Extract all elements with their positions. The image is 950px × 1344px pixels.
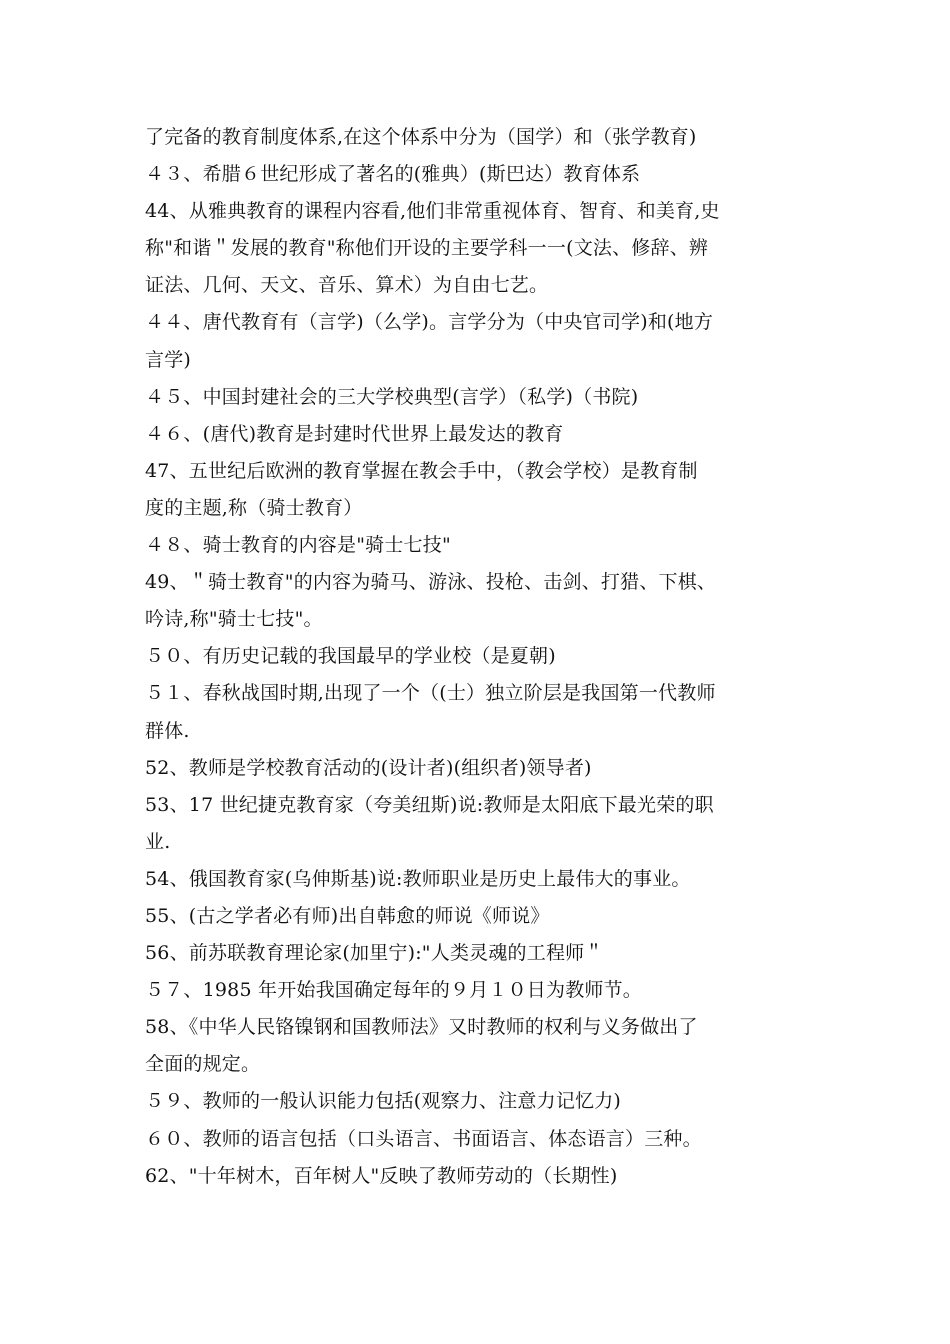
- text-line: 全面的规定。: [145, 1053, 261, 1076]
- text-line: ４３、希腊６世纪形成了著名的(雅典）(斯巴达）教育体系: [145, 163, 641, 186]
- text-line: 证法、几何、天文、音乐、算术）为自由七艺。: [145, 274, 549, 297]
- text-line: 54、俄国教育家(乌伸斯基)说:教师职业是历史上最伟大的事业。: [145, 867, 691, 890]
- text-line: ６０、教师的语言包括（口头语言、书面语言、体态语言）三种。: [145, 1127, 702, 1150]
- document-body: [145, 119, 815, 1195]
- text-line: 47、五世纪后欧洲的教育掌握在教会手中，（教会学校）是教育制: [145, 459, 698, 482]
- text-line: ４６、(唐代)教育是封建时代世界上最发达的教育: [145, 422, 564, 445]
- text-line: 群体.: [145, 719, 190, 742]
- text-line: 62、"十年树木，百年树人"反映了教师劳动的（长期性): [145, 1164, 618, 1187]
- text-line: 度的主题,称（骑士教育）: [145, 496, 363, 519]
- text-line: 言学): [145, 348, 192, 371]
- text-line: ５９、教师的一般认识能力包括(观察力、注意力记忆力): [145, 1090, 622, 1113]
- text-line: ５０、有历史记载的我国最早的学业校（是夏朝): [145, 645, 556, 668]
- text-line: 53、17 世纪捷克教育家（夸美纽斯)说:教师是太阳底下最光荣的职: [145, 793, 714, 816]
- text-line: 58、《中华人民铬镍钢和国教师法》又时教师的权利与义务做出了: [145, 1016, 698, 1039]
- text-line: 44、从雅典教育的课程内容看,他们非常重视体育、智育、和美育,史: [145, 200, 720, 223]
- text-line: 55、(古之学者必有师)出自韩愈的师说《师说》: [145, 904, 550, 927]
- text-line: 52、教师是学校教育活动的(设计者)(组织者)领导者): [145, 756, 592, 779]
- text-line: 业.: [145, 830, 171, 853]
- text-line: ５１、春秋战国时期,出现了一个（(士）独立阶层是我国第一代教师: [145, 682, 716, 705]
- text-line: 56、前苏联教育理论家(加里宁):"人类灵魂的工程师＂: [145, 942, 604, 965]
- text-line: 了完备的教育制度体系,在这个体系中分为（国学）和（张学教育): [145, 126, 697, 148]
- text-line: 称"和谐＂发展的教育"称他们开设的主要学科一一(文法、修辞、辨: [145, 237, 709, 260]
- text-line: 吟诗,称"骑士七技"。: [145, 608, 323, 631]
- text-line: ４５、中国封建社会的三大学校典型(言学）（私学)（书院): [145, 385, 639, 408]
- text-line: ４４、唐代教育有（言学)（么学)。言学分为（中央官司学)和(地方: [145, 311, 714, 334]
- text-line: ５７、1985 年开始我国确定每年的９月１０日为教师节。: [145, 979, 642, 1002]
- text-line: ４８、骑士教育的内容是"骑士七技": [145, 534, 451, 557]
- text-line: 49、＂骑士教育"的内容为骑马、游泳、投枪、击剑、打猎、下棋、: [145, 571, 717, 594]
